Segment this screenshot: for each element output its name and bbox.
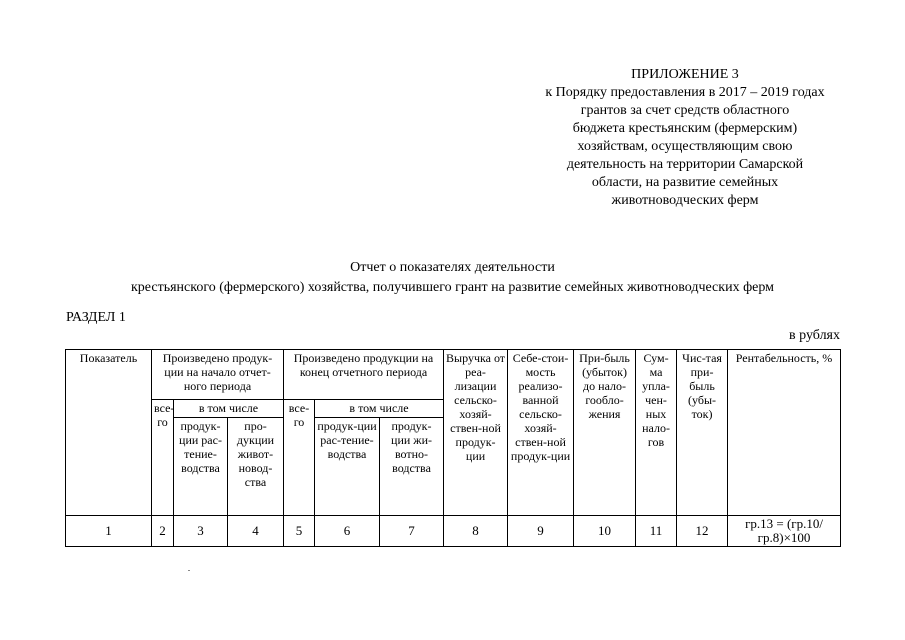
- header-taxes: Сум-ма упла-чен-ных нало-гов: [636, 350, 677, 516]
- header-including-end: в том числе: [315, 400, 444, 418]
- header-total-end: все-го: [284, 400, 315, 516]
- column-number: 8: [444, 516, 508, 547]
- appendix-line: хозяйствам, осуществляющим свою: [577, 139, 793, 154]
- report-title-line2: крестьянского (фермерского) хозяйства, получившего грант на развитие семейных животноводческих ферм: [131, 280, 774, 295]
- appendix-line: грантов за счет средств областного: [580, 103, 790, 118]
- column-number: 7: [380, 516, 444, 547]
- section-label: РАЗДЕЛ 1: [66, 310, 126, 325]
- header-profit: При-быль (убыток) до нало-гообло-жения: [574, 350, 636, 516]
- appendix-line: бюджета крестьянским (фермерским): [572, 121, 798, 136]
- appendix-line: области, на развитие семейных: [591, 175, 779, 190]
- column-number: 1: [66, 516, 152, 547]
- column-number: 6: [315, 516, 380, 547]
- column-number: 2: [152, 516, 174, 547]
- column-number: 11: [636, 516, 677, 547]
- appendix-line: к Порядку предоставления в 2017 – 2019 годах: [545, 85, 825, 100]
- appendix-line: деятельность на территории Самарской: [566, 157, 804, 172]
- header-produced-end: Произведено продукции на конец отчетного периода: [284, 350, 444, 400]
- appendix-header: [505, 66, 865, 210]
- report-title: [0, 258, 905, 298]
- column-number: 3: [174, 516, 228, 547]
- header-crop-end: продук-ции рас-тение-водства: [315, 418, 380, 516]
- header-produced-start: Произведено продук-ции на начало отчет-ного периода: [152, 350, 284, 400]
- column-number: 4: [228, 516, 284, 547]
- header-livestock-end: продук-ции жи-вотно-водства: [380, 418, 444, 516]
- header-profitability: Рентабельность, %: [728, 350, 841, 516]
- scan-artifact: [188, 570, 190, 571]
- column-number: 9: [508, 516, 574, 547]
- column-number-formula: гр.13 = (гр.10/гр.8)×100: [728, 516, 841, 547]
- column-number: 10: [574, 516, 636, 547]
- units-label: в рублях: [789, 328, 840, 343]
- report-table: [65, 349, 841, 547]
- appendix-title: ПРИЛОЖЕНИЕ 3: [631, 67, 739, 82]
- header-livestock-start: про-дукции живот-новод-ства: [228, 418, 284, 516]
- header-net-profit: Чис-тая при-быль (убы-ток): [677, 350, 728, 516]
- header-including-start: в том числе: [174, 400, 284, 418]
- header-revenue: Выручка от реа-лизации сельско-хозяй-ствен-ной продук-ции: [444, 350, 508, 516]
- column-number: 5: [284, 516, 315, 547]
- header-crop-start: продук-ции рас-тение-водства: [174, 418, 228, 516]
- header-total-start: все-го: [152, 400, 174, 516]
- header-indicator: Показатель: [66, 350, 152, 516]
- report-title-line1: Отчет о показателях деятельности: [350, 260, 555, 275]
- column-number: 12: [677, 516, 728, 547]
- header-cost: Себе-стои-мость реализо-ванной сельско-хозяй-ствен-ной продук-ции: [508, 350, 574, 516]
- appendix-line: животноводческих ферм: [611, 193, 759, 208]
